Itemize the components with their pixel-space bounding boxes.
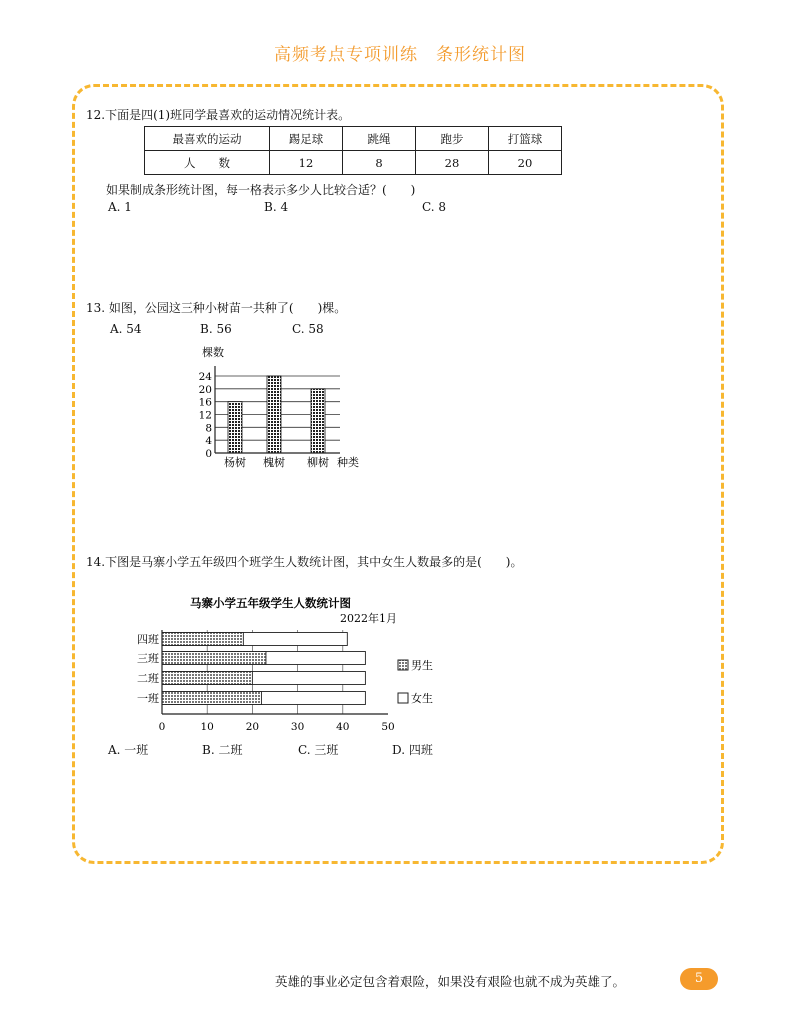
q12-option-a[interactable]: A. 1	[108, 200, 132, 214]
table-cell: 人 数	[145, 151, 270, 175]
table-cell: 8	[343, 151, 416, 175]
legend-label-male: 男生	[411, 659, 433, 672]
table-cell: 踢足球	[270, 127, 343, 151]
bar-杨树	[228, 402, 242, 453]
y-tick-label: 三班	[137, 652, 159, 665]
q13-text: 13. 如图，公园这三种小树苗一共种了( )棵。	[86, 301, 347, 315]
q14-bar-chart	[120, 590, 460, 740]
chart-title: 马寨小学五年级学生人数统计图	[190, 596, 351, 610]
x-tick-label: 10	[200, 721, 214, 733]
bar-male-四班	[162, 633, 243, 646]
footer-quote: 英雄的事业必定包含着艰险，如果没有艰险也就不成为英雄了。	[275, 974, 626, 989]
x-axis-label: 种类	[337, 456, 359, 469]
table-cell: 12	[270, 151, 343, 175]
y-tick-label: 四班	[137, 633, 159, 646]
page-header-title: 高频考点专项训练 条形统计图	[274, 45, 526, 65]
table-cell: 最喜欢的运动	[145, 127, 270, 151]
y-tick-label: 24	[198, 371, 212, 383]
bar-male-二班	[162, 672, 252, 685]
legend-swatch-male	[398, 660, 408, 670]
x-tick-label: 0	[158, 721, 166, 733]
table-cell: 打篮球	[489, 127, 562, 151]
legend-swatch-female	[398, 693, 408, 703]
y-tick-label: 0	[205, 448, 212, 460]
y-axis-label: 棵数	[202, 346, 224, 359]
y-tick-label: 8	[205, 422, 212, 435]
q12-text: 12.下面是四(1)班同学最喜欢的运动情况统计表。	[86, 108, 351, 122]
y-tick-label: 4	[205, 435, 212, 448]
bar-柳树	[311, 389, 325, 453]
q14-option-d[interactable]: D. 四班	[392, 743, 433, 757]
x-tick-label: 50	[381, 721, 395, 733]
y-tick-label: 20	[198, 383, 212, 396]
q13-bar-chart	[190, 340, 390, 475]
table-cell: 跳绳	[343, 127, 416, 151]
q13-option-c[interactable]: C. 58	[292, 322, 324, 336]
bar-male-一班	[162, 692, 261, 705]
chart-subtitle: 2022年1月	[340, 612, 397, 625]
table-row	[145, 127, 562, 151]
x-tick-label: 柳树	[307, 456, 329, 469]
x-tick-label: 40	[336, 721, 350, 733]
y-tick-label: 16	[198, 396, 212, 409]
x-tick-label: 20	[245, 721, 260, 733]
q13-option-b[interactable]: B. 56	[200, 322, 232, 336]
y-tick-label: 一班	[137, 692, 159, 705]
bar-male-三班	[162, 652, 266, 665]
q12-option-c[interactable]: C. 8	[422, 200, 447, 214]
q12-question: 如果制成条形统计图，每一格表示多少人比较合适？( )	[106, 183, 416, 197]
table-cell: 28	[416, 151, 489, 175]
x-tick-label: 杨树	[224, 456, 246, 469]
q12-option-b[interactable]: B. 4	[264, 200, 289, 214]
q14-option-a[interactable]: A. 一班	[108, 743, 149, 757]
x-tick-label: 30	[290, 721, 305, 733]
table-row	[145, 151, 562, 175]
q14-option-c[interactable]: C. 三班	[298, 743, 339, 757]
q14-option-b[interactable]: B. 二班	[202, 743, 243, 757]
legend-label-female: 女生	[411, 692, 433, 705]
q12-sport-table	[144, 126, 562, 175]
q13-option-a[interactable]: A. 54	[110, 322, 142, 336]
y-tick-label: 二班	[137, 672, 159, 685]
page-number-badge: 5	[680, 968, 718, 990]
bar-槐树	[267, 376, 281, 453]
y-tick-label: 12	[198, 409, 212, 422]
table-cell: 跑步	[416, 127, 489, 151]
q14-text: 14.下图是马寨小学五年级四个班学生人数统计图，其中女生人数最多的是( )。	[86, 555, 523, 569]
table-cell: 20	[489, 151, 562, 175]
x-tick-label: 槐树	[263, 456, 285, 469]
